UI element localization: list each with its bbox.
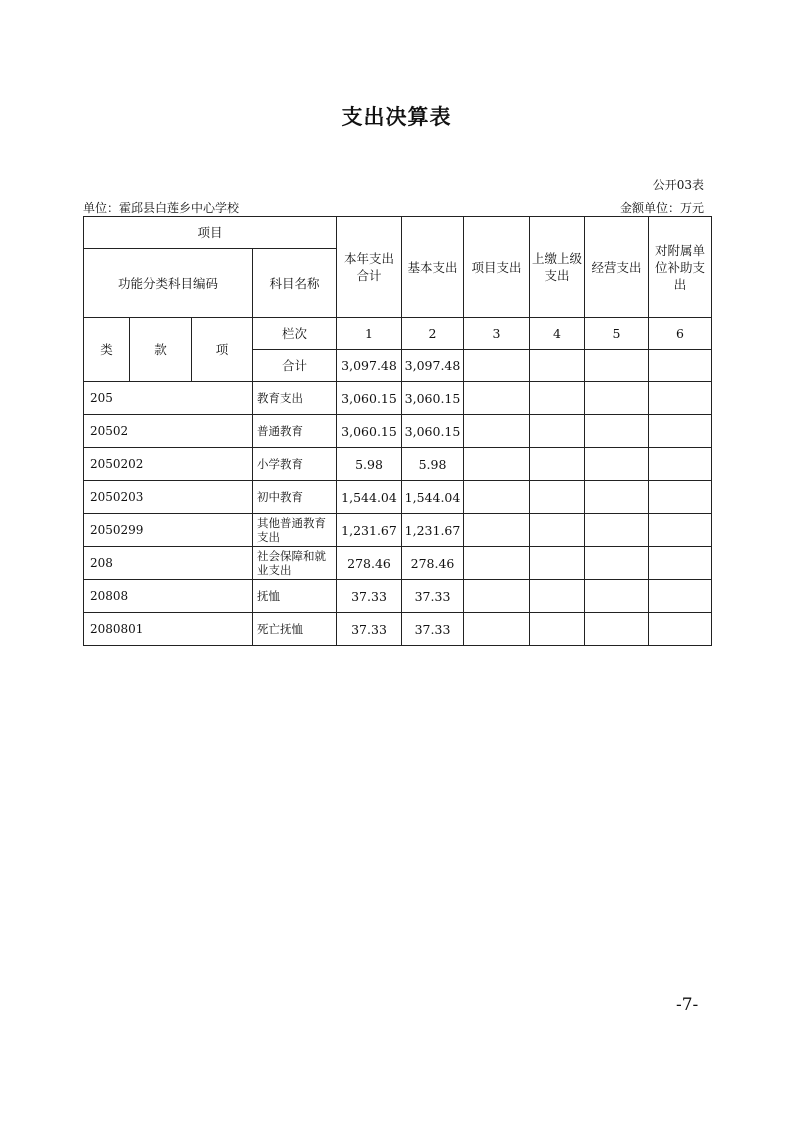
col-num-3: 3 bbox=[464, 318, 530, 350]
expenditure-table bbox=[83, 216, 712, 646]
empty-cell bbox=[585, 448, 649, 481]
empty-cell bbox=[530, 448, 585, 481]
empty-cell bbox=[585, 613, 649, 646]
empty-cell bbox=[530, 547, 585, 580]
row-subject-name: 普通教育 bbox=[253, 415, 337, 448]
page-title: 支出决算表 bbox=[341, 105, 452, 129]
row-total: 3,060.15 bbox=[337, 415, 402, 448]
row-subject-name: 社会保障和就业支出 bbox=[253, 547, 337, 580]
empty-cell bbox=[649, 481, 712, 514]
header-lei: 类 bbox=[84, 318, 130, 382]
empty-cell bbox=[530, 415, 585, 448]
header-lanci: 栏次 bbox=[253, 318, 337, 350]
header-col-business: 经营支出 bbox=[585, 217, 649, 318]
table-row bbox=[84, 448, 712, 481]
empty-cell bbox=[530, 350, 585, 382]
empty-cell bbox=[464, 350, 530, 382]
empty-cell bbox=[464, 415, 530, 448]
header-func-code: 功能分类科目编码 bbox=[84, 249, 253, 318]
empty-cell bbox=[585, 481, 649, 514]
empty-cell bbox=[530, 613, 585, 646]
empty-cell bbox=[530, 580, 585, 613]
row-subject-name: 其他普通教育支出 bbox=[253, 514, 337, 547]
header-col-subsidy: 对附属单位补助支出 bbox=[649, 217, 712, 318]
empty-cell bbox=[649, 382, 712, 415]
row-total: 5.98 bbox=[337, 448, 402, 481]
row-code: 20502 bbox=[84, 415, 253, 448]
row-subject-name: 死亡抚恤 bbox=[253, 613, 337, 646]
row-basic: 37.33 bbox=[402, 613, 464, 646]
col-num-4: 4 bbox=[530, 318, 585, 350]
col-num-2: 2 bbox=[402, 318, 464, 350]
row-total: 37.33 bbox=[337, 580, 402, 613]
form-code: 公开03表 bbox=[652, 178, 704, 192]
row-basic: 1,231.67 bbox=[402, 514, 464, 547]
header-col-project: 项目支出 bbox=[464, 217, 530, 318]
empty-cell bbox=[649, 613, 712, 646]
row-basic: 1,544.04 bbox=[402, 481, 464, 514]
empty-cell bbox=[649, 547, 712, 580]
empty-cell bbox=[464, 613, 530, 646]
row-total: 37.33 bbox=[337, 613, 402, 646]
empty-cell bbox=[464, 580, 530, 613]
empty-cell bbox=[464, 481, 530, 514]
table-row bbox=[84, 547, 712, 580]
row-code: 208 bbox=[84, 547, 253, 580]
row-basic: 3,060.15 bbox=[402, 415, 464, 448]
empty-cell bbox=[649, 415, 712, 448]
empty-cell bbox=[585, 350, 649, 382]
row-subject-name: 抚恤 bbox=[253, 580, 337, 613]
empty-cell bbox=[649, 514, 712, 547]
table-row bbox=[84, 580, 712, 613]
reporting-unit: 单位：霍邱县白莲乡中心学校 bbox=[83, 201, 240, 215]
row-basic: 3,060.15 bbox=[402, 382, 464, 415]
empty-cell bbox=[464, 514, 530, 547]
empty-cell bbox=[585, 514, 649, 547]
empty-cell bbox=[585, 415, 649, 448]
row-subject-name: 教育支出 bbox=[253, 382, 337, 415]
empty-cell bbox=[530, 382, 585, 415]
total-label: 合计 bbox=[253, 350, 337, 382]
row-code: 2050299 bbox=[84, 514, 253, 547]
row-code: 2050202 bbox=[84, 448, 253, 481]
row-code: 20808 bbox=[84, 580, 253, 613]
header-kuan: 款 bbox=[130, 318, 192, 382]
table-row bbox=[84, 382, 712, 415]
row-basic: 37.33 bbox=[402, 580, 464, 613]
empty-cell bbox=[530, 514, 585, 547]
table-row bbox=[84, 481, 712, 514]
row-basic: 5.98 bbox=[402, 448, 464, 481]
total-value-2: 3,097.48 bbox=[402, 350, 464, 382]
table-row bbox=[84, 415, 712, 448]
empty-cell bbox=[585, 580, 649, 613]
header-item: 项目 bbox=[84, 217, 337, 249]
col-num-6: 6 bbox=[649, 318, 712, 350]
table-row bbox=[84, 613, 712, 646]
table-row bbox=[84, 514, 712, 547]
total-value-1: 3,097.48 bbox=[337, 350, 402, 382]
empty-cell bbox=[530, 481, 585, 514]
row-basic: 278.46 bbox=[402, 547, 464, 580]
empty-cell bbox=[649, 350, 712, 382]
row-subject-name: 初中教育 bbox=[253, 481, 337, 514]
empty-cell bbox=[464, 547, 530, 580]
col-num-1: 1 bbox=[337, 318, 402, 350]
empty-cell bbox=[649, 580, 712, 613]
header-subject-name: 科目名称 bbox=[253, 249, 337, 318]
header-xiang: 项 bbox=[192, 318, 253, 382]
empty-cell bbox=[464, 448, 530, 481]
row-code: 205 bbox=[84, 382, 253, 415]
row-total: 278.46 bbox=[337, 547, 402, 580]
amount-unit: 金额单位：万元 bbox=[619, 201, 704, 215]
empty-cell bbox=[464, 382, 530, 415]
header-col-basic: 基本支出 bbox=[402, 217, 464, 318]
empty-cell bbox=[649, 448, 712, 481]
col-num-5: 5 bbox=[585, 318, 649, 350]
empty-cell bbox=[585, 382, 649, 415]
empty-cell bbox=[585, 547, 649, 580]
row-code: 2050203 bbox=[84, 481, 253, 514]
row-total: 3,060.15 bbox=[337, 382, 402, 415]
row-code: 2080801 bbox=[84, 613, 253, 646]
row-subject-name: 小学教育 bbox=[253, 448, 337, 481]
header-col-total: 本年支出合计 bbox=[337, 217, 402, 318]
row-total: 1,231.67 bbox=[337, 514, 402, 547]
page-number: -7- bbox=[676, 995, 699, 1015]
row-total: 1,544.04 bbox=[337, 481, 402, 514]
header-col-remit: 上缴上级支出 bbox=[530, 217, 585, 318]
